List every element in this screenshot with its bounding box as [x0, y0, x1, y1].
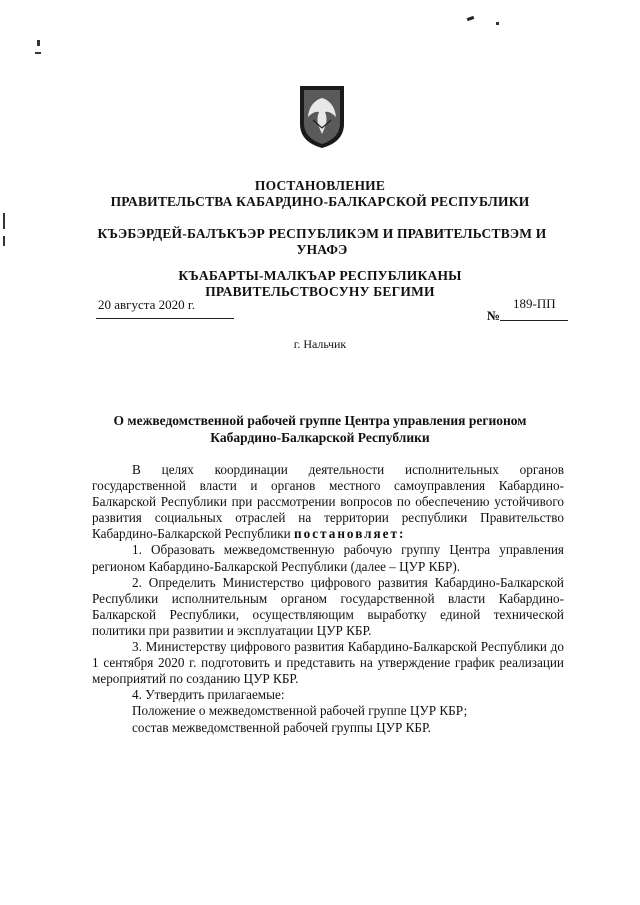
document-date: 20 августа 2020 г.: [98, 297, 195, 312]
government-name: ПРАВИТЕЛЬСТВА КАБАРДИНО-БАЛКАРСКОЙ РЕСПУБЛИКИ: [110, 194, 530, 209]
coat-of-arms-emblem: [297, 84, 347, 149]
preamble-paragraph: [92, 462, 564, 542]
clause-4: 4. Утвердить прилагаемые:: [132, 687, 285, 703]
appendix-item-composition: состав межведомственной рабочей группы ЦУР КБР.: [132, 719, 431, 735]
appendix-item-regulation: Положение о межведомственной рабочей группе ЦУР КБР;: [132, 703, 468, 719]
document-body: [92, 462, 564, 736]
clause-1: 1. Образовать межведомственную рабочую группу Центра управления регионом Кабардино-Балкарской Республики (далее – ЦУР КБР).: [92, 542, 564, 574]
date-underline: [96, 318, 234, 319]
kabardian-title: КЪЭБЭРДЕЙ-БАЛЪКЪЭР РЕСПУБЛИКЭМ И ПРАВИТЕЛЬСТВЭМ И УНАФЭ: [97, 226, 547, 257]
preamble-text: В целях координации деятельности исполнительных органов государственной власти и органов местного самоуправления Кабардино-Балкарской Республики при рассмотрении вопросов по обеспечению устойчивого развития социальных отраслей на территории республики Правительство Кабардино-Балкарской Республики: [92, 462, 564, 542]
balkarian-title: КЪАБАРТЫ-МАЛКЪАР РЕСПУБЛИКАНЫ ПРАВИТЕЛЬСТВОСУНУ БЕГИМИ: [178, 268, 462, 299]
document-subject: О межведомственной рабочей группе Центра управления регионом Кабардино-Балкарской Республики: [113, 413, 527, 445]
number-sign: №: [487, 308, 501, 323]
number-underline: [500, 320, 568, 321]
city: г. Нальчик: [293, 337, 347, 351]
document-number: 189-ПП: [513, 296, 556, 311]
clause-3: 3. Министерству цифрового развития Кабардино-Балкарской Республики до 1 сентября 2020 г. подготовить и представить на утверждение график реализации мероприятий по созданию ЦУР КБР.: [92, 639, 564, 687]
clause-2: 2. Определить Министерство цифрового развития Кабардино-Балкарской Республики исполнительным органом государственной власти Кабардино-Балкарской Республики, осуществляющим выработку единой технической политики при развитии и эксплуатации ЦУР КБР.: [92, 574, 564, 638]
document-title: ПОСТАНОВЛЕНИЕ: [254, 178, 386, 193]
decrees-word: постановляет:: [294, 526, 406, 542]
